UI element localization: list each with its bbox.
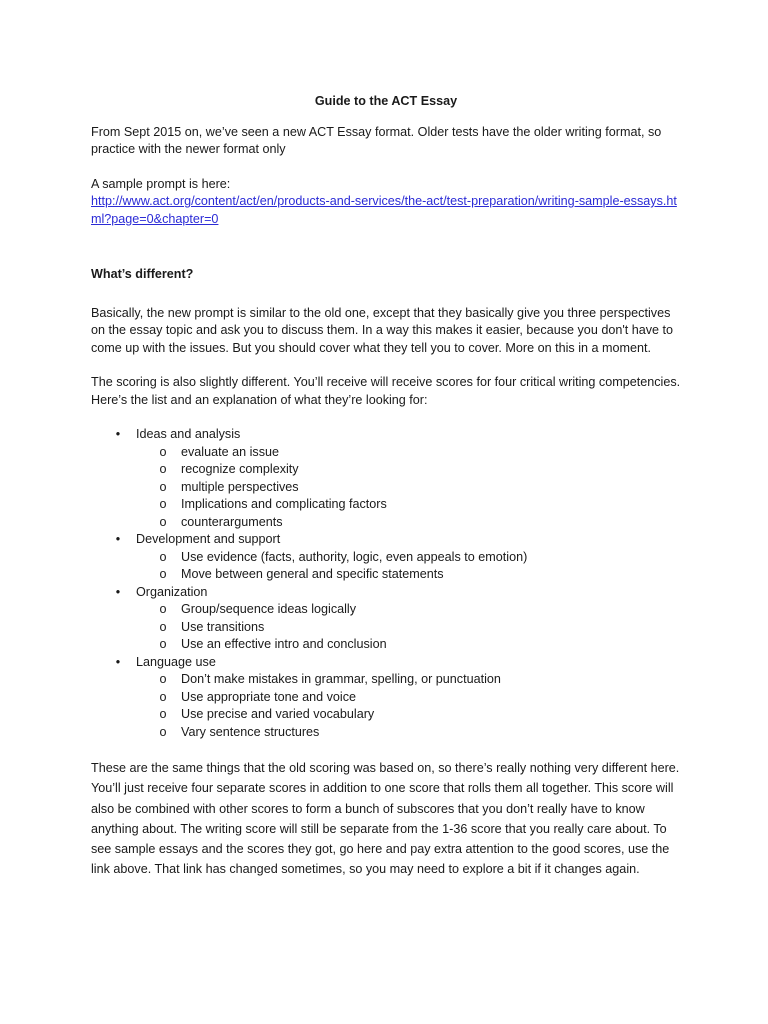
final-paragraph: These are the same things that the old scoring was based on, so there’s really nothing very different here. You’ll just receive four separate scores in addition to one score that rolls them all together. This score will also be combined with other scores to form a bunch of subscores that you don’t really have to know anything about. The writing score will still be separate from the 1-36 score that you really care about. To see sample essays and the scores they got, go here and pay extra attention to the good scores, use the link above. That link has changed sometimes, so you may need to explore a bit if it changes again. xyxy=(91,761,680,877)
circle-bullet-icon: o xyxy=(159,567,167,581)
competency-subitem xyxy=(136,479,681,497)
competency-subitem-text: Don’t make mistakes in grammar, spelling, or punctuation xyxy=(181,672,501,686)
competency-sublist xyxy=(136,601,681,654)
bullet-icon: • xyxy=(115,532,121,546)
competency-subitem xyxy=(136,724,681,742)
competency-subitem xyxy=(136,444,681,462)
competency-sublist xyxy=(136,671,681,741)
circle-bullet-icon: o xyxy=(159,549,167,564)
competency-subitem-text: Group/sequence ideas logically xyxy=(181,602,357,616)
document-body xyxy=(91,93,681,880)
competency-item xyxy=(91,531,681,584)
competency-subitem xyxy=(136,706,681,724)
competency-item xyxy=(91,654,681,742)
competency-subitem-text: Use precise and varied vocabulary xyxy=(181,707,375,721)
circle-bullet-icon: o xyxy=(159,724,167,739)
intro-paragraph: From Sept 2015 on, we’ve seen a new ACT Essay format. Older tests have the older writing format, so practice with the newer format only xyxy=(91,124,662,156)
competency-subitem-text: Implications and complicating factors xyxy=(181,497,387,511)
competency-subitem-text: recognize complexity xyxy=(181,462,299,476)
competency-subitem-text: Move between general and specific statements xyxy=(181,567,444,581)
competency-subitem xyxy=(136,671,681,689)
competency-subitem-text: multiple perspectives xyxy=(181,479,299,494)
circle-bullet-icon: o xyxy=(159,514,167,529)
sample-prompt-label: A sample prompt is here: xyxy=(91,176,231,191)
competency-item xyxy=(91,426,681,531)
competency-subitem-text: Use evidence (facts, authority, logic, even appeals to emotion) xyxy=(181,549,528,564)
competency-subitem-text: Use appropriate tone and voice xyxy=(181,689,357,704)
competency-subitem-text: Use transitions xyxy=(181,619,265,634)
competency-subitem xyxy=(136,619,681,637)
circle-bullet-icon: o xyxy=(159,689,167,704)
bullet-icon: • xyxy=(115,427,121,441)
competency-label: Ideas and analysis xyxy=(136,427,241,441)
competency-subitem xyxy=(136,461,681,479)
circle-bullet-icon: o xyxy=(159,479,167,494)
competency-subitem-text: counterarguments xyxy=(181,514,283,529)
competency-list xyxy=(91,426,681,741)
competency-subitem xyxy=(136,689,681,707)
circle-bullet-icon: o xyxy=(159,637,167,651)
document-title: Guide to the ACT Essay xyxy=(314,94,458,108)
competency-subitem xyxy=(136,549,681,567)
competency-subitem-text: Use an effective intro and conclusion xyxy=(181,637,387,651)
competency-subitem-text: Vary sentence structures xyxy=(181,724,320,739)
competency-sublist xyxy=(136,549,681,584)
circle-bullet-icon: o xyxy=(159,444,167,459)
competency-label: Organization xyxy=(136,584,208,599)
competency-subitem xyxy=(136,496,681,514)
circle-bullet-icon: o xyxy=(159,602,167,616)
circle-bullet-icon: o xyxy=(159,619,167,634)
competency-label: Development and support xyxy=(136,532,281,546)
competency-subitem xyxy=(136,566,681,584)
competency-item xyxy=(91,584,681,654)
competency-subitem xyxy=(136,514,681,532)
sample-prompt-link[interactable]: http://www.act.org/content/act/en/products-and-services/the-act/test-preparation/writing-sample-essays.html?page=0&chapter=0 xyxy=(91,194,677,226)
circle-bullet-icon: o xyxy=(159,462,167,476)
bullet-icon: • xyxy=(115,584,121,599)
competency-sublist xyxy=(136,444,681,532)
circle-bullet-icon: o xyxy=(159,672,167,686)
competency-subitem xyxy=(136,636,681,654)
circle-bullet-icon: o xyxy=(159,707,167,721)
competency-subitem-text: evaluate an issue xyxy=(181,444,280,459)
competency-label: Language use xyxy=(136,654,216,669)
scoring-paragraph: The scoring is also slightly different. You’ll receive will receive scores for four critical writing competencies. Here’s the list and an explanation of what they’re looking for: xyxy=(91,375,681,407)
section-heading: What’s different? xyxy=(91,267,194,281)
basically-paragraph: Basically, the new prompt is similar to the old one, except that they basically give you three perspectives on the essay topic and ask you to discuss them. In a way this makes it easier, because you don't have to come up with the issues. But you should cover what they tell you to cover. More on this in a moment. xyxy=(91,305,674,355)
competency-subitem xyxy=(136,601,681,619)
circle-bullet-icon: o xyxy=(159,497,167,511)
bullet-icon: • xyxy=(115,654,121,669)
